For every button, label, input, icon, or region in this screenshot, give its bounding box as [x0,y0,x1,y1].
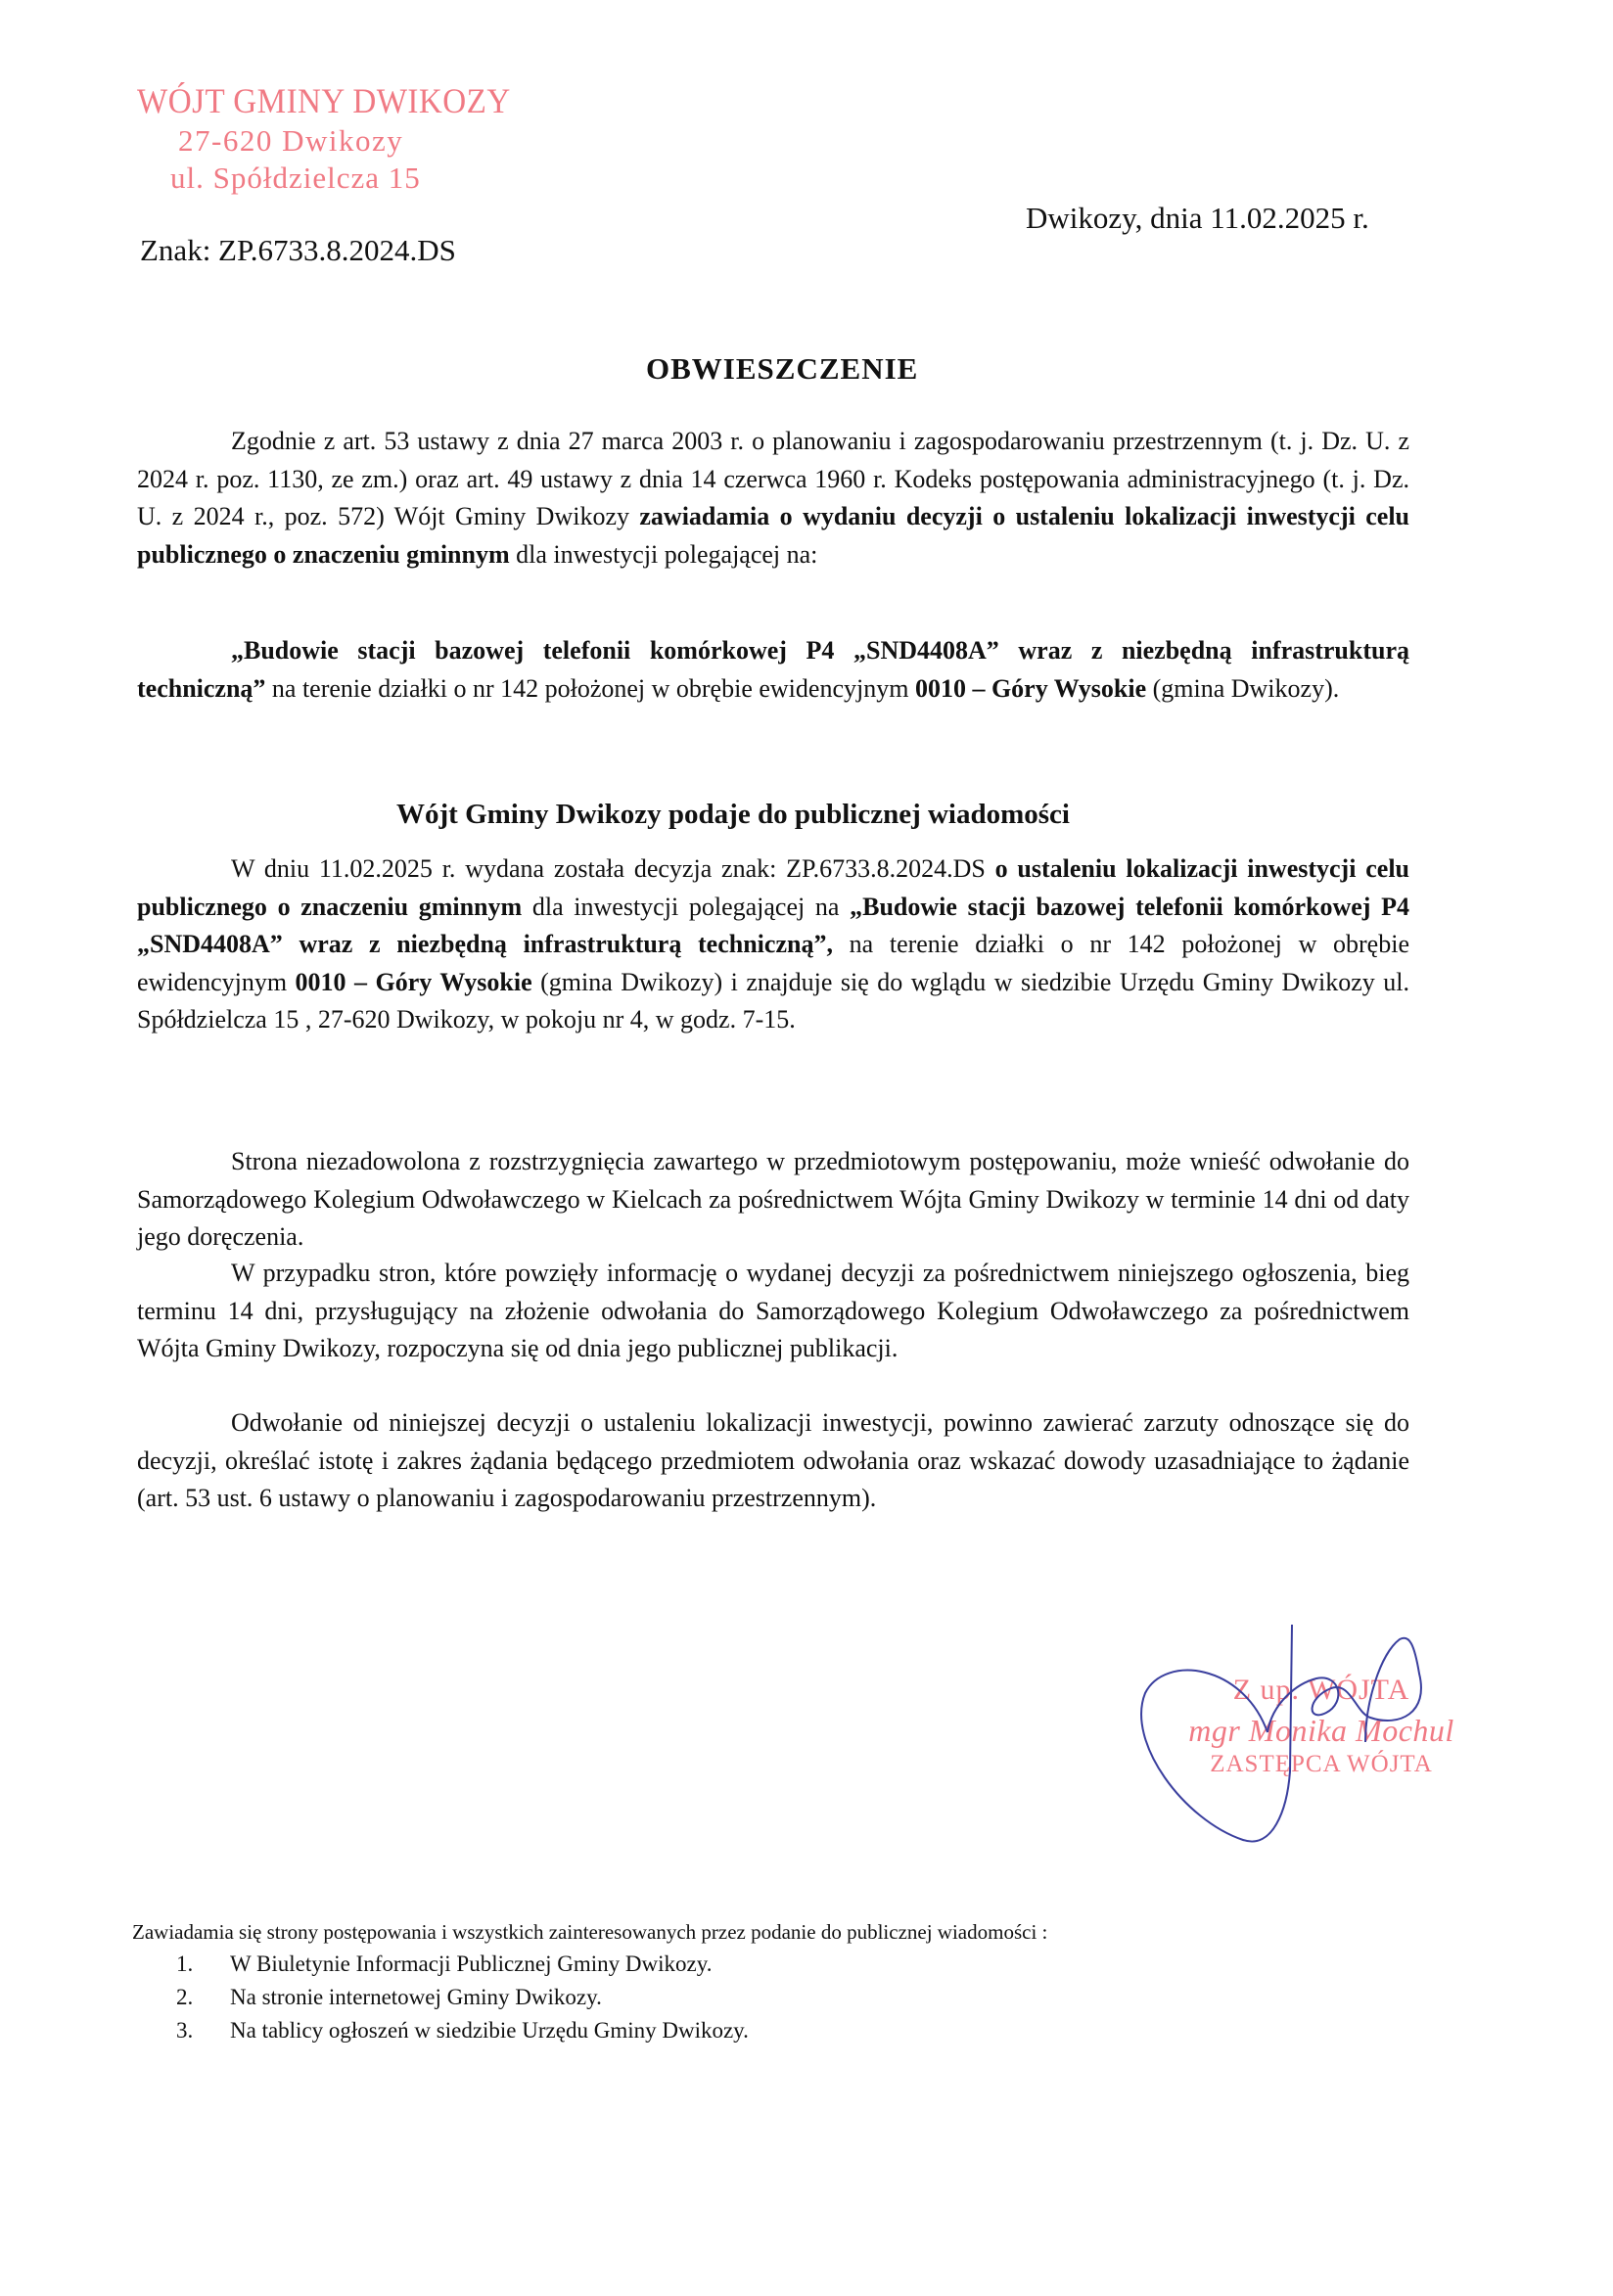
appeal-paragraph-3: Odwołanie od niniejszej decyzji o ustaleniu lokalizacji inwestycji, powinno zawierać zarzuty odnoszące się do decyzji, określać istotę i zakres żądania będącego przedmiotem odwołania oraz wskazać dowody uzasadniające to żądanie (art. 53 ust. 6 ustawy o planowaniu i zagospodarowaniu przestrzennym). [137,1408,1409,1512]
investment-name: „Budowie stacji bazowej telefonii komórkowej P4 „SND4408A” wraz z niezbędną infrastrukturą techniczną” [137,636,1409,703]
cadastral-area: 0010 – Góry Wysokie [914,673,1147,703]
decision-paragraph: W dniu 11.02.2025 r. wydana została decyzja znak: ZP.6733.8.2024.DS o ustaleniu lokalizacji inwestycji celu publicznego o znaczeniu gminnym dla inwestycji polegającej na „Budowie stacji bazowej telefonii komórkowej P4 „SND4408A” wraz z niezbędną infrastrukturą techniczną”, na terenie działki o nr 142 położonej w obrębie ewidencyjnym 0010 – Góry Wysokie (gmina Dwikozy) i znajduje się do wglądu w siedzibie Urzędu Gminy Dwikozy ul. Spółdzielcza 15 , 27-620 Dwikozy, w pokoju nr 4, w godz. 7-15. [137,854,1410,1033]
document-title: OBWIESZCZENIE [646,351,919,386]
stamp-office-name: WÓJT GMINY DWIKOZY [137,81,511,120]
notification-statement: zawiadamia o wydaniu decyzji o ustaleniu lokalizacji inwestycji celu publicznego o znaczeniu gminnym [137,502,1410,569]
office-stamp [137,80,543,196]
signature-on-behalf: Z up. WÓJTA [1232,1674,1410,1706]
investment-name: „Budowie stacji bazowej telefonii komórkowej P4 „SND4408A” wraz z niezbędną infrastrukturą techniczną”, [137,892,1409,958]
list-item: 1. W Biuletynie Informacji Publicznej Gminy Dwikozy. [176,1952,713,1976]
stamp-street-address: ul. Spółdzielcza 15 [170,161,421,195]
signatory-title: ZASTĘPCA WÓJTA [1210,1751,1433,1777]
stamp-postal-address: 27-620 Dwikozy [178,123,404,158]
cadastral-area: 0010 – Góry Wysokie [295,967,532,996]
intro-paragraph: Zgodnie z art. 53 ustawy z dnia 27 marca 2003 r. o planowaniu i zagospodarowaniu przestrzennym (t. j. Dz. U. z 2024 r. poz. 1130, ze zm.) oraz art. 49 ustawy z dnia 14 czerwca 1960 r. Kodeks postępowania administracyjnego (t. j. Dz. U. z 2024 r., poz. 572) Wójt Gminy Dwikozy zawiadamia o wydaniu decyzji o ustaleniu lokalizacji inwestycji celu publicznego o znaczeniu gminnym dla inwestycji polegającej na: [137,427,1410,569]
handwritten-signature-icon [1126,1625,1498,1850]
publication-channels-list [176,1948,749,2047]
appeal-paragraph-1: Strona niezadowolona z rozstrzygnięcia zawartego w przedmiotowym postępowaniu, może wnieść odwołanie do Samorządowego Kolegium Odwoławczego w Kielcach za pośrednictwem Wójta Gminy Dwikozy w terminie 14 dni od daty jego doręczenia. [137,1147,1409,1251]
public-notice-heading: Wójt Gminy Dwikozy podaje do publicznej wiadomości [396,799,1070,830]
footer-intro: Zawiadamia się strony postępowania i wszystkich zainteresowanych przez podanie do publicznej wiadomości : [132,1920,1048,1944]
document-date: Dwikozy, dnia 11.02.2025 r. [1026,201,1369,235]
signatory-name: mgr Monika Mochul [1188,1713,1454,1748]
investment-description: „Budowie stacji bazowej telefonii komórkowej P4 „SND4408A” wraz z niezbędną infrastrukturą techniczną” na terenie działki o nr 142 położonej w obrębie ewidencyjnym 0010 – Góry Wysokie (gmina Dwikozy). [137,636,1409,703]
reference-number: Znak: ZP.6733.8.2024.DS [140,233,456,267]
list-item: 2. Na stronie internetowej Gminy Dwikozy. [176,1985,602,2009]
appeal-paragraph-2: W przypadku stron, które powzięły informację o wydanej decyzji za pośrednictwem niniejszego ogłoszenia, bieg terminu 14 dni, przysługujący na złożenie odwołania do Samorządowego Kolegium Odwoławczego za pośrednictwem Wójta Gminy Dwikozy, rozpoczyna się od dnia jego publicznej publikacji. [137,1259,1409,1362]
list-item: 3. Na tablicy ogłoszeń w siedzibie Urzędu Gminy Dwikozy. [176,2018,749,2043]
